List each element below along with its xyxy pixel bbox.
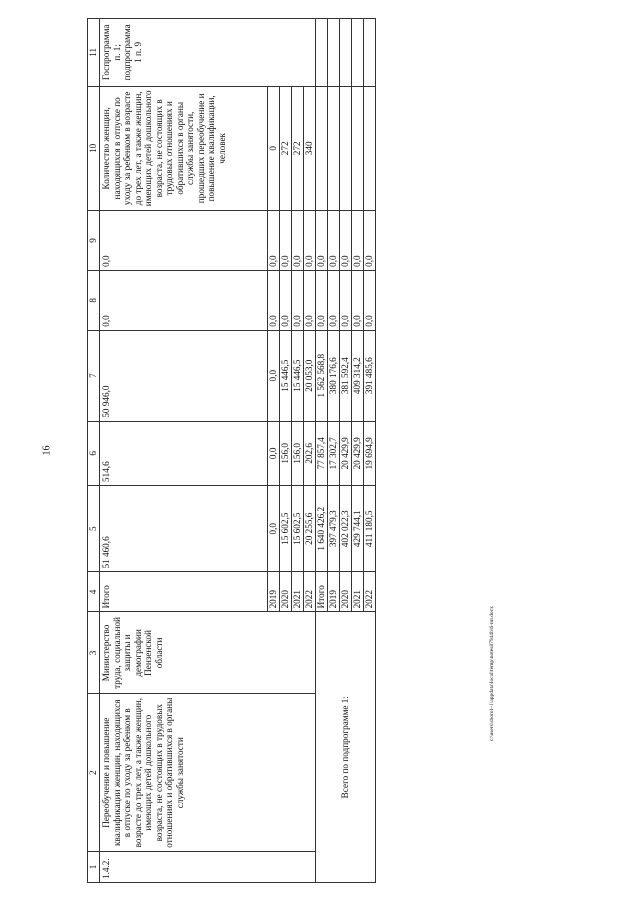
- header-row: [88, 19, 100, 883]
- cell-other: 0,0: [304, 210, 316, 270]
- cell-other: 0,0: [340, 210, 352, 270]
- cell-federal: 0,0: [268, 330, 280, 421]
- col-header-4: 4: [88, 572, 100, 612]
- cell-other: 0,0: [280, 210, 292, 270]
- cell-federal: 381 592,4: [340, 330, 352, 421]
- year-label: 2022: [304, 572, 316, 612]
- cell-regional: 20 429,9: [340, 421, 352, 485]
- cell-local: 0,0: [268, 270, 280, 330]
- empty-cell: [328, 86, 340, 210]
- year-label: 2019: [268, 572, 280, 612]
- cell-local: 0,0: [292, 270, 304, 330]
- empty-cell: [352, 86, 364, 210]
- cell-local: 0,0: [340, 270, 352, 330]
- cell-federal: 15 446,5: [280, 330, 292, 421]
- cell-local: 0,0: [304, 270, 316, 330]
- program-reference: Госпрограмма п. 1; подпрограмма 1 п. 9: [100, 19, 316, 87]
- period-label: Итого: [100, 572, 268, 612]
- executor: Министерство труда, социальной защиты и демографии Пензенской области: [100, 612, 316, 694]
- program-table: [87, 18, 376, 883]
- footer-file-path: c:\users\sborol~1\appdata\local\temp\notes87944b\6-пп.docx: [489, 606, 495, 741]
- cell-other: 0,0: [364, 210, 376, 270]
- cell-regional: 514,6: [100, 421, 268, 485]
- empty-cell: [364, 86, 376, 210]
- cell-regional: 19 694,9: [364, 421, 376, 485]
- total-row: [316, 19, 328, 883]
- cell-federal: 20 053,0: [304, 330, 316, 421]
- year-label: Итого: [316, 572, 328, 612]
- cell-total: 402 022,3: [340, 485, 352, 572]
- cell-regional: 20 429,9: [352, 421, 364, 485]
- year-label: 2021: [352, 572, 364, 612]
- col-header-8: 8: [88, 270, 100, 330]
- cell-other: 0,0: [352, 210, 364, 270]
- cell-total: 0,0: [268, 485, 280, 572]
- empty-cell: [364, 19, 376, 87]
- empty-cell: [340, 19, 352, 87]
- cell-federal: 409 314,2: [352, 330, 364, 421]
- program-table-wrapper: [87, 18, 552, 883]
- year-label: 2021: [292, 572, 304, 612]
- cell-total: 411 180,5: [364, 485, 376, 572]
- empty-cell: [316, 19, 328, 87]
- empty-cell: [316, 86, 328, 210]
- cell-total: 51 460,6: [100, 485, 268, 572]
- cell-federal: 1 562 568,8: [316, 330, 328, 421]
- col-header-7: 7: [88, 330, 100, 421]
- cell-other: 0,0: [316, 210, 328, 270]
- empty-cell: [352, 19, 364, 87]
- year-label: 2020: [280, 572, 292, 612]
- subprogram-total-label: Всего по подпрограмме 1:: [316, 612, 376, 883]
- indicator-name: Количество женщин, находящихся в отпуске по уходу за ребенком в возрасте до трех лет, а также женщин, имеющих детей дошкольного возраста, не состоящих в трудовых отношениях и обратившихся в органы службы занятости, прошедших переобучение и повышение квалификации, человек: [100, 86, 268, 210]
- cell-total: 1 640 426,2: [316, 485, 328, 572]
- cell-local: 0,0: [316, 270, 328, 330]
- col-header-1: 1: [88, 851, 100, 882]
- page-number: 16: [41, 445, 53, 456]
- cell-regional: 156,0: [292, 421, 304, 485]
- cell-total: 429 744,1: [352, 485, 364, 572]
- cell-regional: 156,0: [280, 421, 292, 485]
- cell-regional: 17 302,7: [328, 421, 340, 485]
- col-header-11: 11: [88, 19, 100, 87]
- cell-local: 0,0: [352, 270, 364, 330]
- col-header-6: 6: [88, 421, 100, 485]
- cell-local: 0,0: [364, 270, 376, 330]
- col-header-10: 10: [88, 86, 100, 210]
- cell-total: 20 255,6: [304, 485, 316, 572]
- cell-local: 0,0: [328, 270, 340, 330]
- col-header-2: 2: [88, 694, 100, 851]
- cell-other: 0,0: [292, 210, 304, 270]
- indicator-value: 340: [304, 86, 316, 210]
- col-header-5: 5: [88, 485, 100, 572]
- year-label: 2019: [328, 572, 340, 612]
- col-header-9: 9: [88, 210, 100, 270]
- cell-federal: 15 446,5: [292, 330, 304, 421]
- cell-regional: 77 857,4: [316, 421, 328, 485]
- table-row: [100, 19, 268, 883]
- year-label: 2022: [364, 572, 376, 612]
- cell-federal: 380 176,6: [328, 330, 340, 421]
- cell-total: 15 602,5: [292, 485, 304, 572]
- cell-other: 0,0: [328, 210, 340, 270]
- activity-name: Переобучение и повышение квалификации женщин, находящихся в отпуске по уходу за ребенком в возрасте до трех лет, а также женщин, имеющих детей дошкольного возраста, не состоящих в трудовых отношениях и обратившихся в органы службы занятости: [100, 694, 316, 851]
- cell-other: 0,0: [268, 210, 280, 270]
- indicator-value: 272: [280, 86, 292, 210]
- indicator-value: 272: [292, 86, 304, 210]
- cell-total: 15 602,5: [280, 485, 292, 572]
- empty-cell: [340, 86, 352, 210]
- cell-other: 0,0: [100, 210, 268, 270]
- cell-regional: 202,6: [304, 421, 316, 485]
- cell-local: 0,0: [100, 270, 268, 330]
- indicator-value: 0: [268, 86, 280, 210]
- year-label: 2020: [340, 572, 352, 612]
- empty-cell: [328, 19, 340, 87]
- rotated-table-area: [87, 18, 640, 883]
- cell-regional: 0,0: [268, 421, 280, 485]
- cell-federal: 50 946,0: [100, 330, 268, 421]
- col-header-3: 3: [88, 612, 100, 694]
- row-number: 1.4.2.: [100, 851, 316, 882]
- cell-local: 0,0: [280, 270, 292, 330]
- cell-total: 397 479,3: [328, 485, 340, 572]
- cell-federal: 391 485,6: [364, 330, 376, 421]
